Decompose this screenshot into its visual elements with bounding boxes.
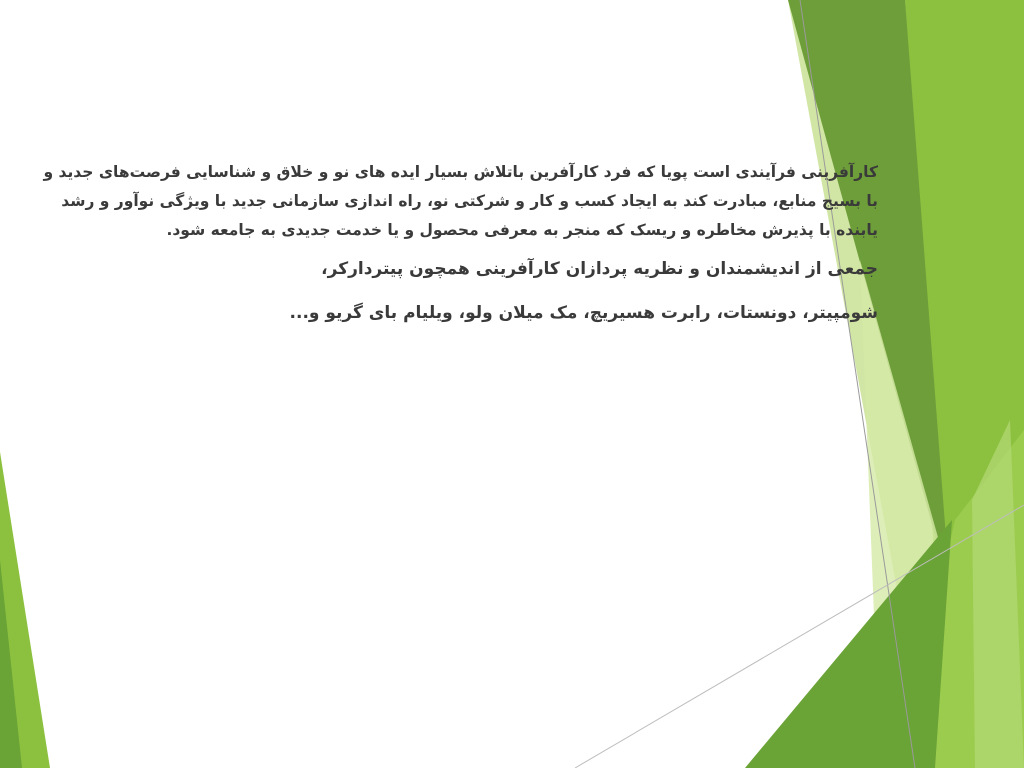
- scholars-line-1: جمعی از اندیشمندان و نظریه پردازان کارآفرینی همچون پیتردارکر،: [321, 259, 878, 279]
- definition-paragraph: کارآفرینی فرآیندی است پویا که فرد کارآفرین باتلاش بسیار ایده های نو و خلاق و شناسایی فرصت‌های جدید و با بسیج منابع، مبادرت کند به ایجاد کسب و کار و شرکتی نو، راه اندازی سازمانی جدید با ویژگی نوآور و رشد یابنده با پذیرش مخاطره و ریسک که منجر به معرفی محصول و یا خدمت جدیدی به جامعه شود.: [43, 163, 878, 239]
- scholars-line-2: شومپیتر، دونستات، رابرت هسیریچ، مک میلان ولو، ویلیام بای گریو و...: [289, 303, 878, 323]
- deco-shape-6: [745, 520, 952, 768]
- slide-text-body: [40, 158, 878, 343]
